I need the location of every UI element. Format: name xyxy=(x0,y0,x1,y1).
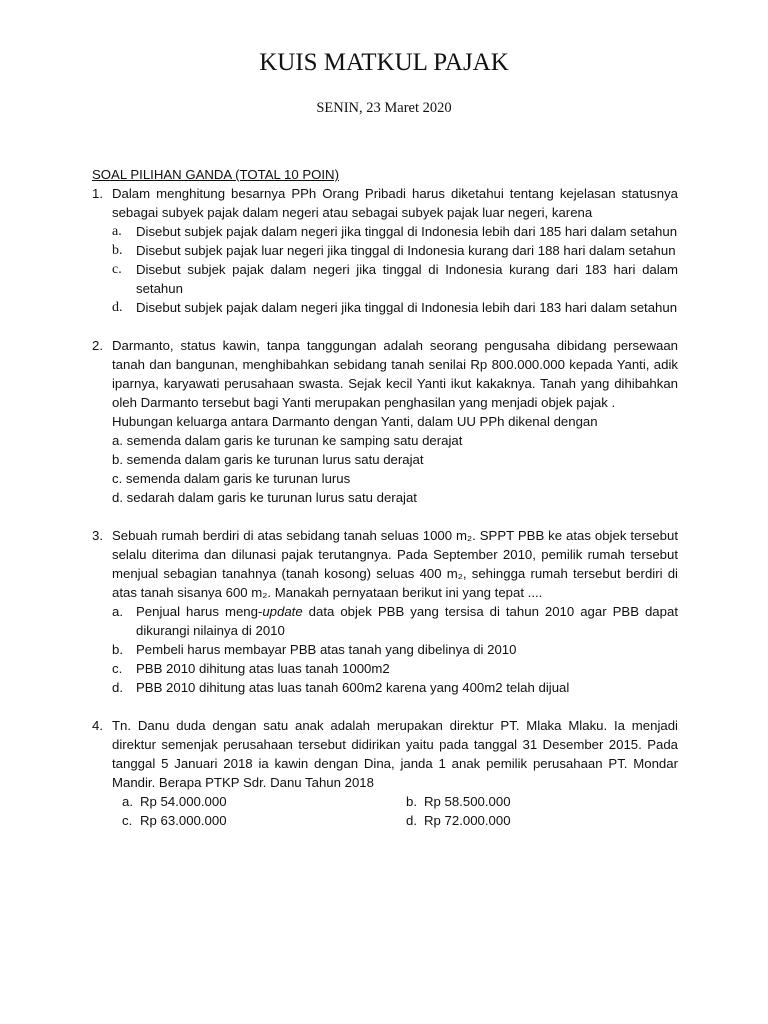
option-text-prefix: Penjual harus meng- xyxy=(136,604,263,619)
option-list xyxy=(112,602,678,697)
option-letter: c. xyxy=(122,813,133,828)
option-text: Disebut subjek pajak dalam negeri jika tinggal di Indonesia lebih dari 183 hari dalam setahun xyxy=(136,300,678,315)
page-title: KUIS MATKUL PAJAK xyxy=(259,49,509,76)
question-1 xyxy=(92,184,678,317)
question-list xyxy=(92,184,678,830)
option-b: b. semenda dalam garis ke turunan lurus satu derajat xyxy=(112,452,424,467)
question-number: 4. xyxy=(92,718,103,733)
question-4 xyxy=(92,716,678,830)
option-c xyxy=(112,659,678,678)
option-list xyxy=(112,222,678,317)
option-text: Disebut subjek pajak dalam negeri jika tinggal di Indonesia lebih dari 185 hari dalam setahun xyxy=(136,224,678,239)
question-2 xyxy=(92,336,678,507)
option-list xyxy=(112,431,678,507)
option-letter: a. xyxy=(112,224,122,239)
option-text: PBB 2010 dihitung atas luas tanah 1000m2 xyxy=(136,661,390,676)
option-letter: c. xyxy=(112,661,123,676)
section-heading: SOAL PILIHAN GANDA (TOTAL 10 POIN) xyxy=(92,167,339,182)
option-text-emphasis: update xyxy=(262,604,303,619)
option-a xyxy=(112,602,678,640)
question-number: 1. xyxy=(92,186,103,201)
option-letter: d. xyxy=(406,813,417,828)
question-text: Darmanto, status kawin, tanpa tanggungan adalah seorang pengusaha dibidang persewaan tanah dan bangunan, menghibahkan sebidang tanah senilai Rp 800.000.000 kepada Yanti, adik iparnya, karyawati perusahaan swasta. Sejak kecil Yanti ikut kakaknya. Tanah yang dihibahkan oleh Darmanto tersebut bagi Yanti merupakan penghasilan yang menjadi objek pajak . xyxy=(112,338,678,410)
option-letter: a. xyxy=(112,604,123,619)
question-3 xyxy=(92,526,678,697)
option-b xyxy=(406,792,606,811)
quiz-date: SENIN, 23 Maret 2020 xyxy=(316,100,452,116)
option-letter: d. xyxy=(112,300,123,315)
question-text: Tn. Danu duda dengan satu anak adalah merupakan direktur PT. Mlaka Mlaku. Ia menjadi direktur semenjak perusahaan tersebut didirikan yaitu pada tanggal 31 Desember 2015. Pada tanggal 5 Januari 2018 ia kawin dengan Dina, janda 1 anak pemilik perusahaan PT. Mondar Mandir. Berapa PTKP Sdr. Danu Tahun 2018 xyxy=(112,718,678,790)
option-c xyxy=(112,260,678,298)
option-text: Disebut subjek pajak luar negeri jika tinggal di Indonesia kurang dari 188 hari dalam setahun xyxy=(136,243,676,258)
option-letter: a. xyxy=(122,794,133,809)
question-text-continued: Hubungan keluarga antara Darmanto dengan Yanti, dalam UU PPh dikenal dengan xyxy=(112,414,598,429)
option-letter: b. xyxy=(112,642,123,657)
option-a xyxy=(112,222,678,241)
option-c: c. semenda dalam garis ke turunan lurus xyxy=(112,471,351,486)
option-text: Rp 72.000.000 xyxy=(424,813,511,828)
option-d xyxy=(406,811,606,830)
option-letter: b. xyxy=(406,794,417,809)
option-text: Rp 63.000.000 xyxy=(140,813,227,828)
question-text: Dalam menghitung besarnya PPh Orang Pribadi harus diketahui tentang kejelasan statusnya sebagai subyek pajak dalam negeri atau sebagai subyek pajak luar negeri, karena xyxy=(112,186,678,220)
option-c xyxy=(122,811,406,830)
option-text: Rp 54.000.000 xyxy=(140,794,227,809)
option-b xyxy=(112,241,678,260)
option-d: d. sedarah dalam garis ke turunan lurus satu derajat xyxy=(112,490,417,505)
option-d xyxy=(112,678,678,697)
option-letter: d. xyxy=(112,680,123,695)
option-text: Disebut subjek pajak dalam negeri jika tinggal di Indonesia kurang dari 183 hari dalam setahun xyxy=(136,262,678,296)
question-text: Sebuah rumah berdiri di atas sebidang tanah seluas 1000 m₂. SPPT PBB ke atas objek tersebut selalu diterima dan dilunasi pajak terutangnya. Pada September 2010, pemilik rumah tersebut menjual sebagian tanahnya (tanah kosong) seluas 400 m₂, sehingga rumah tersebut berdiri di atas tanah sisanya 600 m₂. Manakah pernyataan berikut ini yang tepat .... xyxy=(112,528,678,600)
question-number: 2. xyxy=(92,338,103,353)
option-text: Pembeli harus membayar PBB atas tanah yang dibelinya di 2010 xyxy=(136,642,517,657)
option-d xyxy=(112,298,678,317)
option-a: a. semenda dalam garis ke turunan ke samping satu derajat xyxy=(112,433,463,448)
question-number: 3. xyxy=(92,528,103,543)
option-letter: b. xyxy=(112,243,123,258)
option-grid xyxy=(122,792,678,830)
option-text-suffix: data objek PBB yang tersisa di tahun 2010 agar PBB dapat dikurangi nilainya di 2010 xyxy=(136,604,678,638)
option-b xyxy=(112,640,678,659)
option-text: Rp 58.500.000 xyxy=(424,794,511,809)
option-letter: c. xyxy=(112,262,122,277)
option-text: PBB 2010 dihitung atas luas tanah 600m2 karena yang 400m2 telah dijual xyxy=(136,680,570,695)
option-a xyxy=(122,792,406,811)
